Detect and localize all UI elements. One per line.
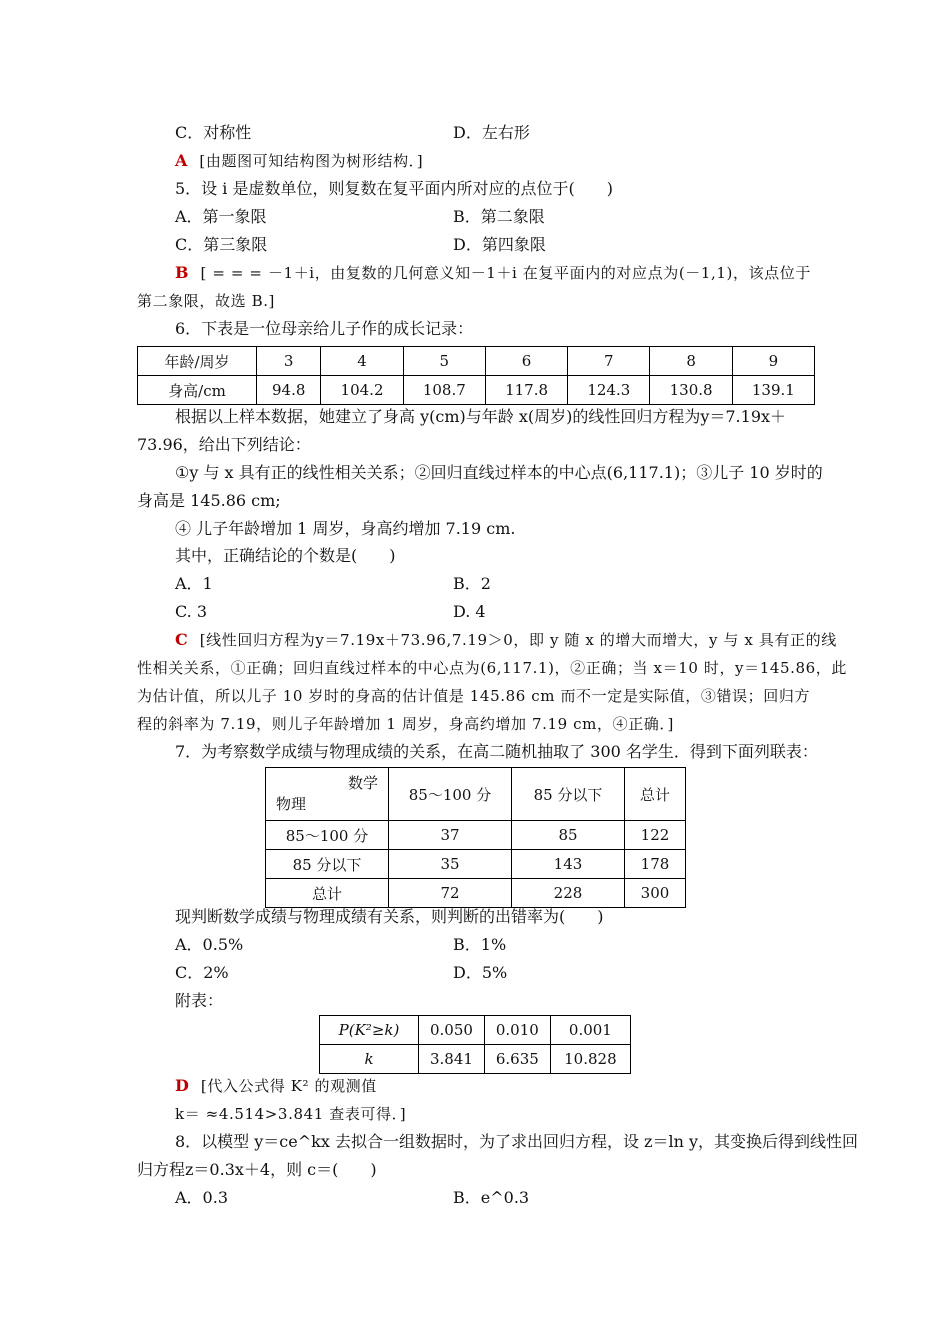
table-cell: 8	[650, 347, 732, 376]
q8-stem: 8．以模型 y＝ce^kx 去拟合一组数据时，为了求出回归方程，设 z＝ln y，其变换后得到线性回	[175, 1132, 859, 1151]
q5-option-a: A．第一象限	[175, 207, 267, 226]
growth-table	[137, 346, 815, 405]
table-cell: 5	[403, 347, 485, 376]
q8-option-a: A．0.3	[175, 1188, 229, 1207]
q6-explanation-cont: 为估计值，所以儿子 10 岁时的身高的估计值是 145.86 cm 而不一定是实际值，③错误；回归方	[137, 687, 811, 705]
table-cell: 300	[625, 879, 686, 908]
q6-answer	[175, 630, 855, 650]
table-row-label: 年龄/周岁	[138, 347, 257, 376]
explanation: [由题图可知结构图为树形结构．]	[199, 152, 424, 170]
table-cell: 122	[625, 821, 686, 850]
answer-letter: A	[175, 151, 188, 170]
q6-text-line: 73.96，给出下列结论：	[137, 435, 311, 454]
answer-letter: D	[175, 1076, 189, 1095]
table-row-label: P(K²≥k)	[320, 1016, 419, 1045]
q4-option-d: D．左右形	[453, 123, 530, 142]
table-header: 总计	[625, 768, 686, 821]
critical-value-table	[319, 1015, 631, 1074]
q6-option-b: B．2	[453, 574, 491, 593]
table-cell: 72	[389, 879, 512, 908]
q7-explanation-cont: k＝ ≈4.514>3.841 查表可得．]	[175, 1105, 407, 1123]
q7-option-c: C．2%	[175, 963, 229, 982]
appendix-label: 附表：	[175, 991, 224, 1010]
table-cell: 10.828	[550, 1045, 630, 1074]
q7-question: 现判断数学成绩与物理成绩有关系，则判断的出错率为( )	[175, 907, 604, 926]
q5-stem: 5．设 i 是虚数单位，则复数在复平面内所对应的点位于( )	[175, 179, 613, 198]
table-cell: 130.8	[650, 376, 732, 405]
q5-answer	[175, 263, 855, 283]
table-cell: 143	[512, 850, 625, 879]
q6-text-line: 身高是 145.86 cm;	[137, 491, 281, 510]
table-header: 85 分以下	[512, 768, 625, 821]
table-cell: 0.001	[550, 1016, 630, 1045]
q5-option-c: C．第三象限	[175, 235, 268, 254]
q6-option-a: A．1	[175, 574, 213, 593]
q6-stem: 6．下表是一位母亲给儿子作的成长记录：	[175, 319, 474, 338]
q7-stem: 7．为考察数学成绩与物理成绩的关系，在高二随机抽取了 300 名学生．得到下面列联表：	[175, 742, 818, 761]
q6-question: 其中，正确结论的个数是( )	[175, 546, 396, 565]
table-cell: 9	[732, 347, 814, 376]
table-cell: 3.841	[419, 1045, 485, 1074]
answer-letter: B	[175, 263, 189, 282]
table-row	[266, 850, 686, 879]
table-cell: 35	[389, 850, 512, 879]
q6-option-c: C. 3	[175, 602, 208, 621]
table-row	[266, 879, 686, 908]
table-cell: 0.050	[419, 1016, 485, 1045]
q5-option-d: D．第四象限	[453, 235, 546, 254]
table-cell: 139.1	[732, 376, 814, 405]
table-row	[266, 821, 686, 850]
table-cell: 117.8	[485, 376, 567, 405]
explanation: [代入公式得 K² 的观测值	[200, 1077, 377, 1095]
table-cell: 178	[625, 850, 686, 879]
table-cell: 37	[389, 821, 512, 850]
table-cell: 108.7	[403, 376, 485, 405]
q7-option-b: B．1%	[453, 935, 507, 954]
table-cell: 0.010	[484, 1016, 550, 1045]
table-row-label: 身高/cm	[138, 376, 257, 405]
table-cell: 104.2	[321, 376, 403, 405]
q6-text-line: ①y 与 x 具有正的线性相关关系；②回归直线过样本的中心点(6,117.1)；③儿子 10 岁时的	[175, 463, 823, 482]
table-cell: 6	[485, 347, 567, 376]
corner-top-label: 数学	[347, 774, 378, 792]
table-cell: 6.635	[484, 1045, 550, 1074]
q6-text-line: ④ 儿子年龄增加 1 周岁，身高约增加 7.19 cm.	[175, 519, 516, 538]
q8-option-b: B．e^0.3	[453, 1188, 530, 1207]
table-cell: 总计	[266, 879, 389, 908]
table-cell: 7	[568, 347, 650, 376]
answer-letter: C	[175, 630, 188, 649]
table-cell: 4	[321, 347, 403, 376]
q5-explanation-cont: 第二象限，故选 B.]	[137, 292, 276, 310]
q4-answer	[175, 151, 855, 171]
explanation: [ = = = －1＋i，由复数的几何意义知－1＋i 在复平面内的对应点为(－1,1)，该点位于	[200, 264, 811, 282]
q6-text-line: 根据以上样本数据，她建立了身高 y(cm)与年龄 x(周岁)的线性回归方程为y＝7.19x＋	[175, 407, 787, 426]
q7-option-d: D．5%	[453, 963, 508, 982]
table-cell: 228	[512, 879, 625, 908]
table-cell: 85～100 分	[266, 821, 389, 850]
table-header: 85～100 分	[389, 768, 512, 821]
q6-explanation-cont: 性相关关系，①正确；回归直线过样本的中心点为(6,117.1)，②正确；当 x＝10 时，y＝145.86，此	[137, 659, 848, 677]
table-cell: 85 分以下	[266, 850, 389, 879]
explanation: [线性回归方程为y＝7.19x＋73.96,7.19＞0，即 y 随 x 的增大而增大，y 与 x 具有正的线	[199, 631, 837, 649]
q6-explanation-cont: 程的斜率为 7.19，则儿子年龄增加 1 周岁，身高约增加 7.19 cm，④正确．]	[137, 715, 674, 733]
q6-option-d: D. 4	[453, 602, 486, 621]
corner-bottom-label: 物理	[276, 795, 307, 813]
table-cell: 3	[257, 347, 321, 376]
q7-answer	[175, 1076, 855, 1096]
table-corner-cell	[266, 768, 389, 821]
table-cell: 94.8	[257, 376, 321, 405]
contingency-table	[265, 767, 686, 908]
table-cell: 85	[512, 821, 625, 850]
q8-stem-cont: 归方程z＝0.3x＋4，则 c＝( )	[137, 1160, 377, 1179]
q4-option-c: C．对称性	[175, 123, 252, 142]
table-row-label: k	[320, 1045, 419, 1074]
q5-option-b: B．第二象限	[453, 207, 545, 226]
q7-option-a: A．0.5%	[175, 935, 244, 954]
table-cell: 124.3	[568, 376, 650, 405]
